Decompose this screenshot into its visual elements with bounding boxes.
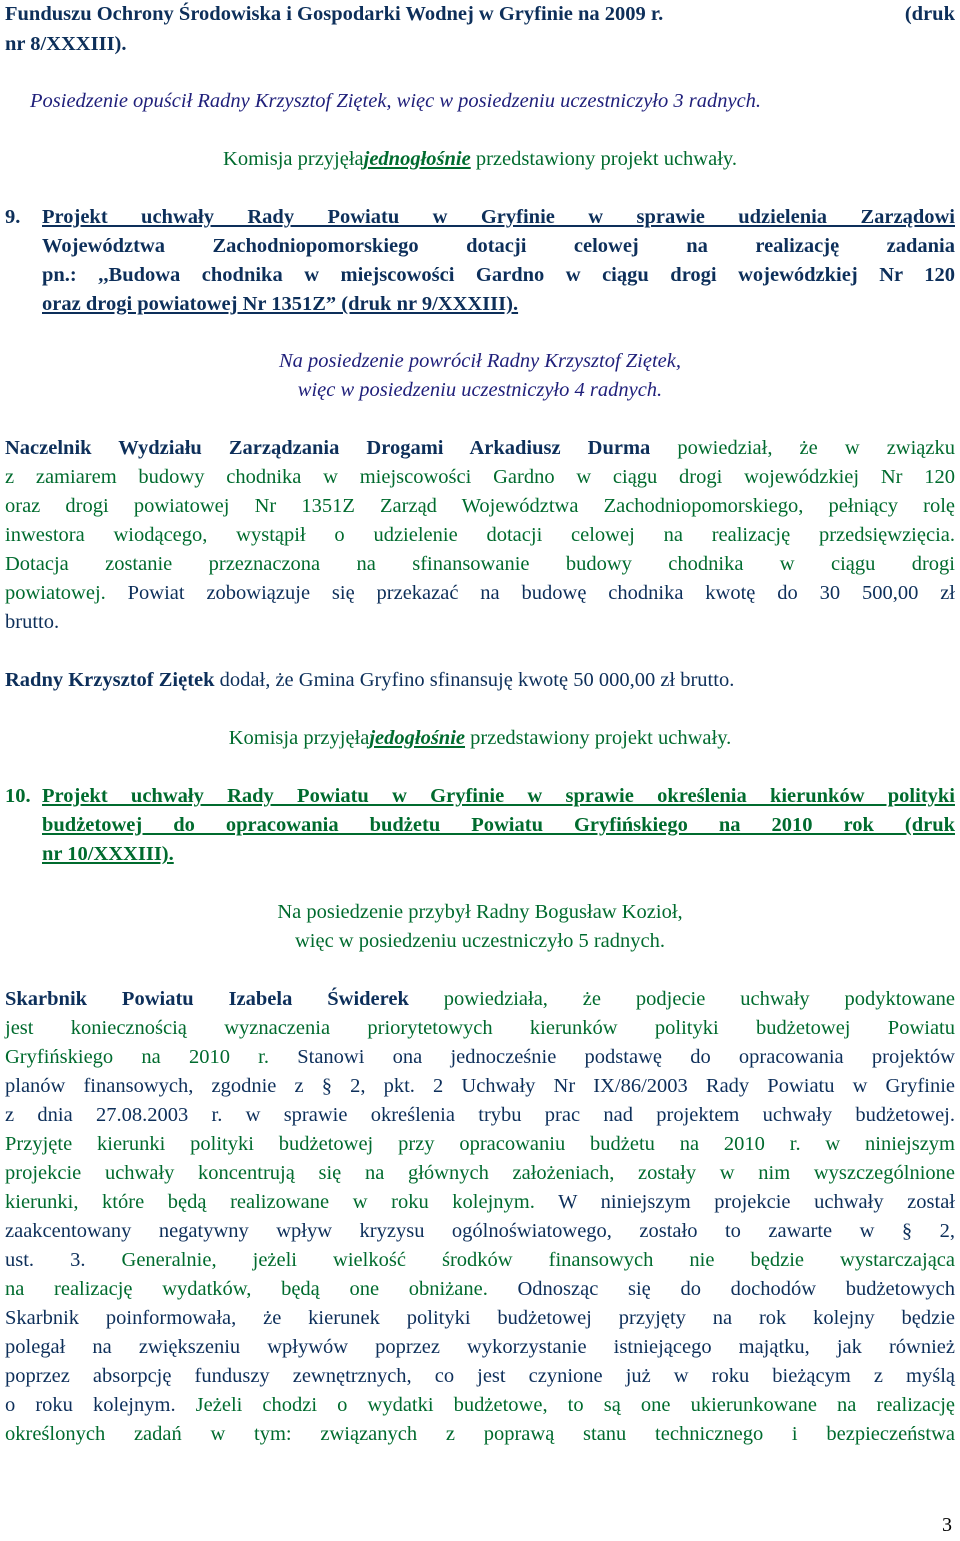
paragraph-line [5,1188,955,1217]
speaker-name: Skarbnik Powiatu Izabela Świderek [5,988,409,1010]
paragraph-line: brutto. [5,611,60,633]
paragraph-text: Generalnie, jeżeli wielkość środków finansowych nie będzie wystarczająca [85,1249,955,1271]
attendance-note: więc w posiedzeniu uczestniczyło 5 radnych. [294,930,665,952]
paragraph-line: poprzez absorpcję funduszy zewnętrznych, co jest czynione już w roku bieżącym z myślą [5,1365,955,1387]
paragraph-line: określonych zadań w tym: związanych z poprawą stanu technicznego i bezpieczeństwa [5,1423,955,1445]
attendance-note: Na posiedzenie powrócił Radny Krzysztof Ziętek, [279,350,681,372]
vote-word: jednogłośnie [363,148,471,170]
item-heading: nr 10/XXXIII). [42,843,174,865]
paragraph-text: na realizację wydatków, będą one obniżane. [5,1278,488,1300]
speaker-name: Naczelnik Wydziału Zarządzania Drogami Arkadiusz Durma [5,437,651,459]
paragraph-line: planów finansowych, zgodnie z § 2, pkt. 2 Uchwały Nr IX/86/2003 Rady Powiatu w Gryfinie [5,1075,955,1097]
item-heading: budżetowej do opracowania budżetu Powiatu Gryfińskiego na 2010 rok (druk [42,814,955,836]
paragraph-text: Stanowi ona jednocześnie podstawę do opracowania projektów [269,1046,955,1068]
item-number: 10. [5,785,31,807]
heading-line: nr 8/XXXIII). [5,33,127,55]
paragraph-line [5,1275,955,1304]
vote-text: Komisja przyjęła [228,727,370,749]
vote-result [0,724,960,753]
attendance-note: Posiedzenie opuścił Radny Krzysztof Ziętek, więc w posiedzeniu uczestniczyło 3 radnych. [30,90,762,112]
vote-word: jedogłośnie [369,727,466,749]
paragraph-line: projekcie uchwały koncentrują się na głównych założeniach, zostały w nim wyszczególnione [5,1162,955,1184]
item-heading-line: oraz drogi powiatowej Nr 1351Z” (druk nr 9/XXXIII). [42,293,519,315]
attendance-note: Na posiedzenie przybył Radny Bogusław Kozioł, [277,901,683,923]
heading-continuation [5,0,955,29]
paragraph-text: Jeżeli chodzi o wydatki budżetowe, to są one ukierunkowane na realizację [175,1394,955,1416]
paragraph-line [5,1043,955,1072]
vote-result [0,145,960,174]
item-heading-line: pn.: ,,Budowa chodnika w miejscowości Gardno w ciągu drogi wojewódzkiej Nr 120 [42,264,955,286]
item-heading: Projekt uchwały Rady Powiatu w Gryfinie w sprawie określenia kierunków polityki [42,785,955,807]
paragraph-line [5,666,955,695]
vote-text: przedstawiony projekt uchwały. [465,727,732,749]
paragraph-line: z dnia 27.08.2003 r. w sprawie określenia trybu prac nad projektem uchwały budżetowej. [5,1104,955,1126]
paragraph-line [5,1246,955,1275]
item-heading-line: Projekt uchwały Rady Powiatu w Gryfinie w sprawie udzielenia Zarządowi [42,206,955,228]
paragraph-line: jest koniecznością wyznaczenia priorytetowych kierunków polityki budżetowej Powiatu [5,1017,955,1039]
paragraph-text: ust. 3. [5,1249,86,1271]
paragraph-line: polegał na zwiększeniu wpływów poprzez wykorzystanie istniejącego majątku, jak również [5,1336,955,1358]
paragraph-line: zaakcentowany negatywny wpływ kryzysu ogólnoświatowego, zostało to zawarte w § 2, [5,1220,955,1242]
paragraph-text: Gryfińskiego na 2010 r. [5,1046,270,1068]
paragraph-text: o roku kolejnym. [5,1394,176,1416]
item-heading [42,261,955,290]
paragraph-line: Skarbnik poinformowała, że kierunek polityki budżetowej przyjęty na rok kolejny będzie [5,1307,955,1329]
speaker-name: Radny Krzysztof Ziętek [5,669,215,691]
item-heading [42,232,955,261]
paragraph-text: Odnosząc się do dochodów budżetowych [487,1278,955,1300]
paragraph-text: kierunki, które będą realizowane w roku kolejnym. [5,1191,535,1213]
vote-text: Komisja przyjęła [223,148,364,170]
paragraph-line: Dotacja zostanie przeznaczona na sfinansowanie budowy chodnika w ciągu drogi [5,553,955,575]
paragraph-line [5,434,955,463]
heading-line: (druk [904,3,955,25]
item-heading [42,290,955,319]
heading-line: Funduszu Ochrony Środowiska i Gospodarki Wodnej w Gryfinie na 2009 r. [5,3,664,25]
paragraph-line [5,1391,955,1420]
paragraph-line [5,579,955,608]
paragraph-text: dodał, że Gmina Gryfino sfinansuję kwotę 50 000,00 zł brutto. [214,669,735,691]
paragraph-line: inwestora wiodącego, wystąpił o udzielenie dotacji celowej na realizację przedsięwzięcia. [5,524,955,546]
vote-text: przedstawiony projekt uchwały. [470,148,737,170]
attendance-note: więc w posiedzeniu uczestniczyło 4 radnych. [297,379,663,401]
paragraph-line: z zamiarem budowy chodnika w miejscowości Gardno w ciągu drogi wojewódzkiej Nr 120 [5,466,955,488]
paragraph-line: Przyjęte kierunki polityki budżetowej przy opracowaniu budżetu na 2010 r. w niniejszym [5,1133,955,1155]
paragraph-line: oraz drogi powiatowej Nr 1351Z Zarząd Województwa Zachodniopomorskiego, pełniący rolę [5,495,955,517]
page-number: 3 [942,1514,952,1536]
paragraph-text: powiedział, że w związku [650,437,955,459]
item-number: 9. [5,206,21,228]
paragraph-text: Powiat zobowiązuje się przekazać na budowę chodnika kwotę do 30 500,00 zł [105,582,955,604]
item-heading-line: Województwa Zachodniopomorskiego dotacji celowej na realizację zadania [42,235,955,257]
item-heading [42,203,955,232]
paragraph-line [5,985,955,1014]
paragraph-text: powiedziała, że podjecie uchwały podyktowane [408,988,956,1010]
paragraph-text: powiatowej. [5,582,106,604]
paragraph-text: W niniejszym projekcie uchwały został [534,1191,955,1213]
